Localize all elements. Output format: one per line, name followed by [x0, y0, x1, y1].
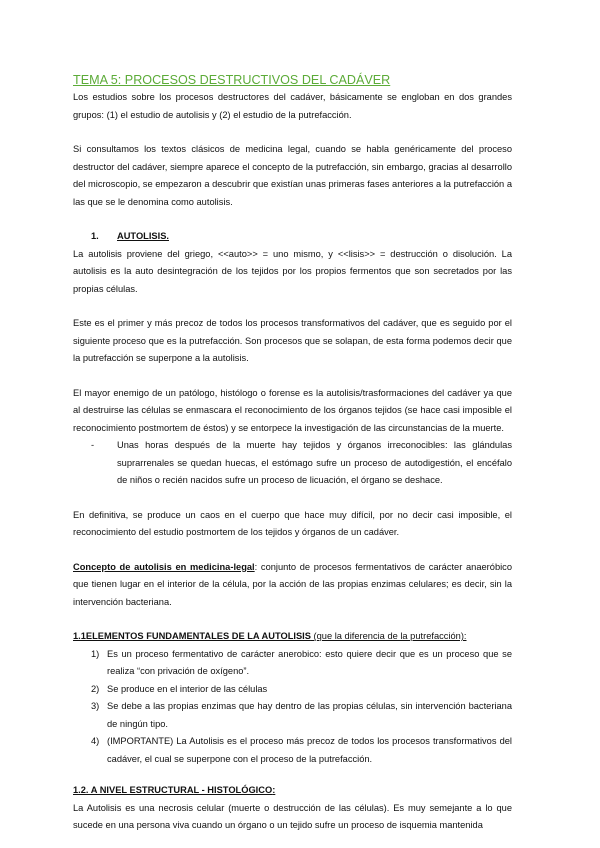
dash-bullet: -	[91, 440, 95, 450]
list-item-text: Se produce en el interior de las células	[107, 683, 268, 694]
histology-paragraph: La Autolisis es una necrosis celular (muerte o destrucción de las células). Es muy semejante a lo que sucede en una persona viva cuando un órgano o un tejido sufre un proceso de isquemia mantenida	[73, 802, 512, 830]
list-item	[91, 646, 512, 681]
concept-paragraph	[73, 559, 512, 612]
section-1-label: AUTOLISIS.	[117, 231, 169, 241]
autolisis-summary-paragraph: En definitiva, se produce un caos en el cuerpo que hace muy difícil, por no decir casi imposible, el reconocimiento del estudio postmortem de los tejidos y órganos de un cadáver.	[73, 509, 512, 537]
dash-list-text: Unas horas después de la muerte hay tejidos y órganos irreconocibles: las glándulas suprarrenales se quedan huecas, el estómago sufre un proceso de autodigestión, el encéfalo de niños o recién nacidos sufre un proceso de licuación, el órgano se deshace.	[117, 440, 512, 485]
autolisis-precocity-paragraph: Este es el primer y más precoz de todos los procesos transformativos del cadáver, que es seguido por el siguiente proceso que es la putrefacción. Son procesos que se solapan, de esta forma podemos decir que la putrefacción se superpone a la autolisis.	[73, 318, 512, 363]
section-1-heading	[73, 228, 512, 246]
page-title: TEMA 5: PROCESOS DESTRUCTIVOS DEL CADÁVER	[73, 73, 391, 87]
list-item-number: 1)	[91, 648, 100, 659]
section-1-1-label: 1.1ELEMENTOS FUNDAMENTALES DE LA AUTOLISIS	[73, 631, 311, 641]
list-item	[91, 681, 512, 699]
list-item-text: (IMPORTANTE) La Autolisis es el proceso más precoz de todos los procesos transformativos del cadáver, el cual se superpone con el proceso de la putrefacción.	[107, 736, 512, 764]
elements-list	[73, 646, 512, 769]
section-1-2-label: 1.2. A NIVEL ESTRUCTURAL - HISTOLÓGICO	[73, 785, 273, 795]
concept-text: : conjunto de procesos fermentativos de carácter anaeróbico que tienen lugar en el interior de la célula, por la acción de las propias enzimas celulares; es decir, sin la intervención bacteriana.	[73, 561, 513, 607]
section-1-2-heading	[73, 782, 512, 800]
list-item-number: 2)	[91, 683, 100, 694]
section-1-1-suffix: (que la diferencia de la putrefacción):	[310, 631, 467, 641]
list-item	[91, 698, 512, 733]
section-1-number: 1.	[91, 231, 99, 241]
concept-label: Concepto de autolisis en medicina-legal	[73, 561, 255, 572]
intro-paragraph-1: Los estudios sobre los procesos destructores del cadáver, básicamente se engloban en dos grandes grupos: (1) el estudio de autolisis y (2) el estudio de la putrefacción.	[73, 92, 512, 120]
intro-paragraph-2: Si consultamos los textos clásicos de medicina legal, cuando se habla genéricamente del proceso destructor del cadáver, siempre aparece el concepto de la putrefacción, sin embargo, gracias al desarrollo del microscopio, se empezaron a descubrir que existían unas primeras fases anteriores a la putrefacción a las que se le denomina como autolisis.	[73, 144, 512, 207]
autolisis-definition-paragraph: La autolisis proviene del griego, <<auto>> = uno mismo, y <<lisis>> = destrucción o disolución. La autolisis es la auto desintegración de los tejidos por los propios fermentos que son secretados por las propias células.	[73, 248, 512, 294]
list-item-text: Es un proceso fermentativo de carácter anerobico: esto quiere decir que es un proceso que se realiza “con privación de oxígeno”.	[107, 648, 512, 676]
section-1-2-suffix: :	[272, 785, 276, 795]
list-item-number: 4)	[91, 736, 100, 746]
section-1-1-heading	[73, 628, 512, 646]
list-item	[91, 733, 512, 768]
list-item-text: Se debe a las propias enzimas que hay dentro de las propias células, sin intervención bacteriana de ningún tipo.	[107, 701, 512, 729]
dash-list-item	[91, 437, 512, 490]
list-item-number: 3)	[91, 701, 100, 711]
autolisis-enemy-paragraph: El mayor enemigo de un patólogo, histólogo o forense es la autolisis/trasformaciones del cadáver ya que al destruirse las células se enmascara el reconocimiento de los órganos tejidos (se hace casi imposible el reconocimiento postmortem de éstos) y se entorpece la investigación de las circunstancias de la muerte.	[73, 387, 512, 433]
